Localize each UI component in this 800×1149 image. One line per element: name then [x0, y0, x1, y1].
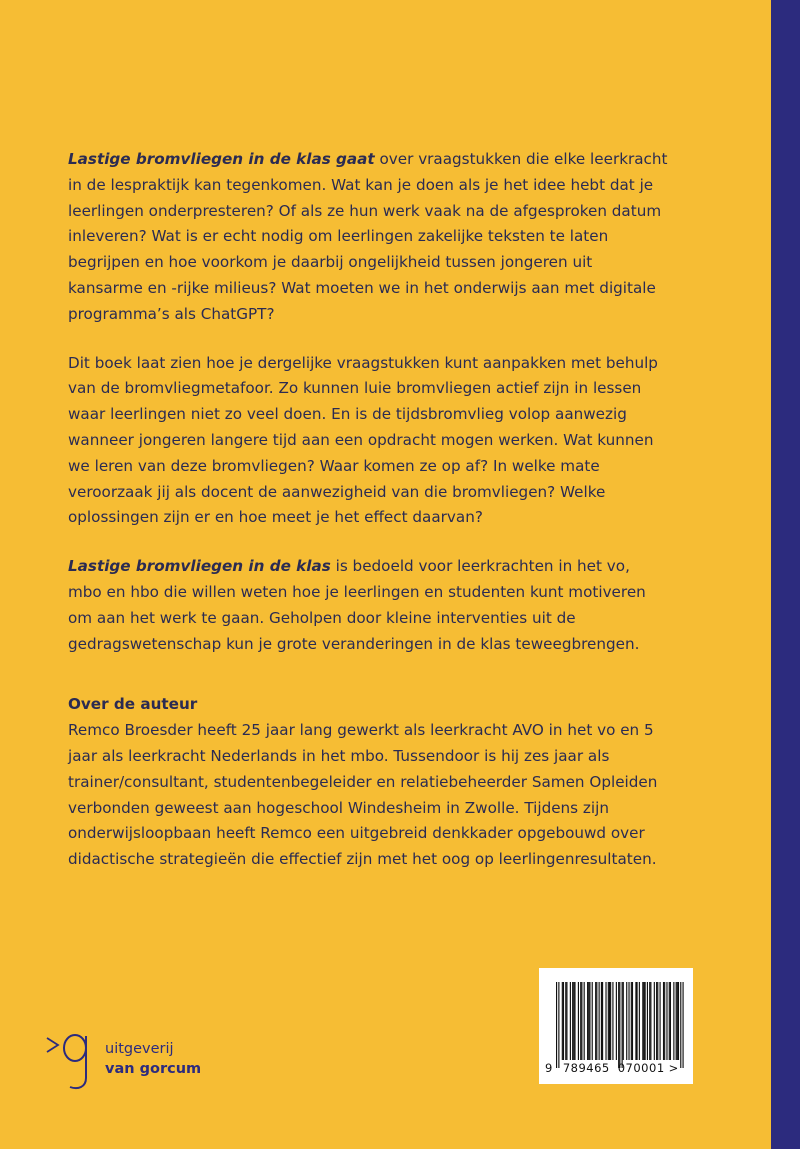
barcode-bar — [612, 982, 613, 1060]
barcode-bar — [563, 982, 564, 1060]
barcode-bar — [589, 982, 590, 1060]
barcode-bar — [602, 982, 603, 1060]
barcode-bar — [645, 982, 646, 1060]
barcode-bar — [649, 982, 650, 1060]
barcode-bar — [635, 982, 636, 1060]
barcode-bar — [626, 982, 627, 1060]
blurb-title-italic: Lastige bromvliegen in de klas — [68, 557, 331, 576]
barcode-bar — [657, 982, 658, 1060]
barcode-bar — [619, 982, 620, 1068]
barcode-bar — [660, 982, 661, 1060]
barcode-bar — [574, 982, 575, 1060]
barcode-bar — [623, 982, 624, 1060]
blurb-text: is bedoeld voor leerkrachten in het vo, mbo en hbo die willen weten hoe je leerlingen en studenten kunt motiveren om aan het werk te gaan. Geholpen door kleine interventies uit de gedragswetenschap kun je grote veranderingen in de klas teweegbrengen. — [68, 557, 646, 653]
barcode-bar — [558, 982, 559, 1068]
barcode-bar — [592, 982, 593, 1060]
barcode-bar — [556, 982, 557, 1068]
barcode-bar — [673, 982, 674, 1060]
barcode-bar — [663, 982, 664, 1060]
barcode-bar — [678, 982, 679, 1060]
barcode-bar — [650, 982, 651, 1060]
barcode-bar — [578, 982, 579, 1060]
barcode-bar — [683, 982, 684, 1068]
blurb-title-italic: Lastige bromvliegen in de klas gaat — [68, 150, 375, 168]
barcode-bar — [601, 982, 602, 1060]
barcode-bar — [669, 982, 670, 1060]
barcode-bar — [642, 982, 643, 1060]
barcode-bar — [562, 982, 563, 1060]
barcode-bar — [639, 982, 640, 1060]
barcode-bar — [631, 982, 632, 1060]
barcode-bar — [643, 982, 644, 1060]
barcode-bar — [581, 982, 582, 1060]
barcode-bar — [664, 982, 665, 1060]
blurb-paragraph-2 — [68, 351, 668, 532]
barcode-bar — [587, 982, 588, 1060]
blurb-text: over vraagstukken die elke leerkracht in de lespraktijk kan tegenkomen. Wat kan je doen als je het idee hebt dat je leerlingen onderpresteren? Of als ze hun werk vaak na de afgesproken datum inleveren? Wat is er echt nodig om leerlingen zakelijke teksten te laten begrijpen en hoe voorkom je daarbij ongelijkheid tussen jongeren uit kansarme en -rijke milieus? Wat moeten we in het onderwijs aan met digitale programma’s als ChatGPT? — [68, 150, 668, 323]
barcode-bar — [654, 982, 655, 1060]
back-cover-text — [68, 147, 668, 873]
barcode-bar — [588, 982, 589, 1060]
barcode-bar — [680, 982, 681, 1068]
barcode-bar — [618, 982, 619, 1068]
author-section — [68, 692, 668, 873]
barcode-bar — [647, 982, 648, 1060]
barcode-bar — [609, 982, 610, 1060]
barcode-bar — [666, 982, 667, 1060]
barcode-bar — [573, 982, 574, 1060]
barcode-bar — [656, 982, 657, 1060]
isbn-barcode — [539, 968, 693, 1084]
barcode-bar — [570, 982, 571, 1060]
isbn-digits — [545, 1061, 689, 1075]
barcode-bar — [605, 982, 606, 1060]
isbn-tail: > — [668, 1061, 679, 1075]
barcode-bar — [599, 982, 600, 1060]
publisher-name-line1: uitgeverij — [105, 1041, 174, 1057]
blurb-paragraph-1 — [68, 147, 668, 328]
barcode-bar — [608, 982, 609, 1060]
barcode-bar — [622, 982, 623, 1068]
barcode-bar — [677, 982, 678, 1060]
barcode-bar — [616, 982, 617, 1060]
barcode-bar — [676, 982, 677, 1060]
barcode-bar — [565, 982, 566, 1060]
spine-stripe — [771, 0, 800, 1149]
publisher-logo — [46, 1032, 226, 1092]
barcode-bar — [670, 982, 671, 1060]
author-bio: Remco Broesder heeft 25 jaar lang gewerkt als leerkracht AVO in het vo en 5 jaar als leerkracht Nederlands in het mbo. Tussendoor is hij zes jaar als trainer/consultant, studentenbegeleider en relatiebeheerder Samen Opleiden verbonden geweest aan hogeschool Windesheim in Zwolle. Tijdens zijn onderwijsloopbaan heeft Remco een uitgebreid denkkader opgebouwd over didactische strategieën die effectief zijn met het oog op leerlingenresultaten. — [68, 721, 658, 869]
barcode-bar — [610, 982, 611, 1060]
barcode-bar — [584, 982, 585, 1060]
barcode-bar — [595, 982, 596, 1060]
barcode-bar — [580, 982, 581, 1060]
publisher-logo-icon — [46, 1032, 104, 1092]
barcode-bar — [628, 982, 629, 1060]
blurb-text: Dit boek laat zien hoe je dergelijke vraagstukken kunt aanpakken met behulp van de bromvliegmetafoor. Zo kunnen luie bromvliegen actief zijn in lessen waar leerlingen niet zo veel doen. En is de tijdsbromvlieg volop aanwezig wanneer jongeren langere tijd aan een opdracht mogen werken. Wat kunnen we leren van deze bromvliegen? Waar komen ze op af? In welke mate veroorzaak jij als docent de aanwezigheid van die bromvliegen? Welke oplossingen zijn er en hoe meet je het effect daarvan? — [68, 353, 658, 527]
isbn-lead-digit: 9 — [545, 1061, 553, 1075]
barcode-bar — [572, 982, 573, 1060]
barcode-bar — [637, 982, 638, 1060]
isbn-group-1: 789465 — [562, 1061, 610, 1075]
blurb-paragraph-3 — [68, 554, 668, 657]
publisher-name-line2: van gorcum — [105, 1061, 202, 1077]
barcode-bar — [566, 982, 567, 1060]
barcode-bar — [632, 982, 633, 1060]
isbn-group-2: 070001 — [617, 1061, 665, 1075]
author-heading: Over de auteur — [68, 695, 198, 714]
barcode-bar — [596, 982, 597, 1060]
